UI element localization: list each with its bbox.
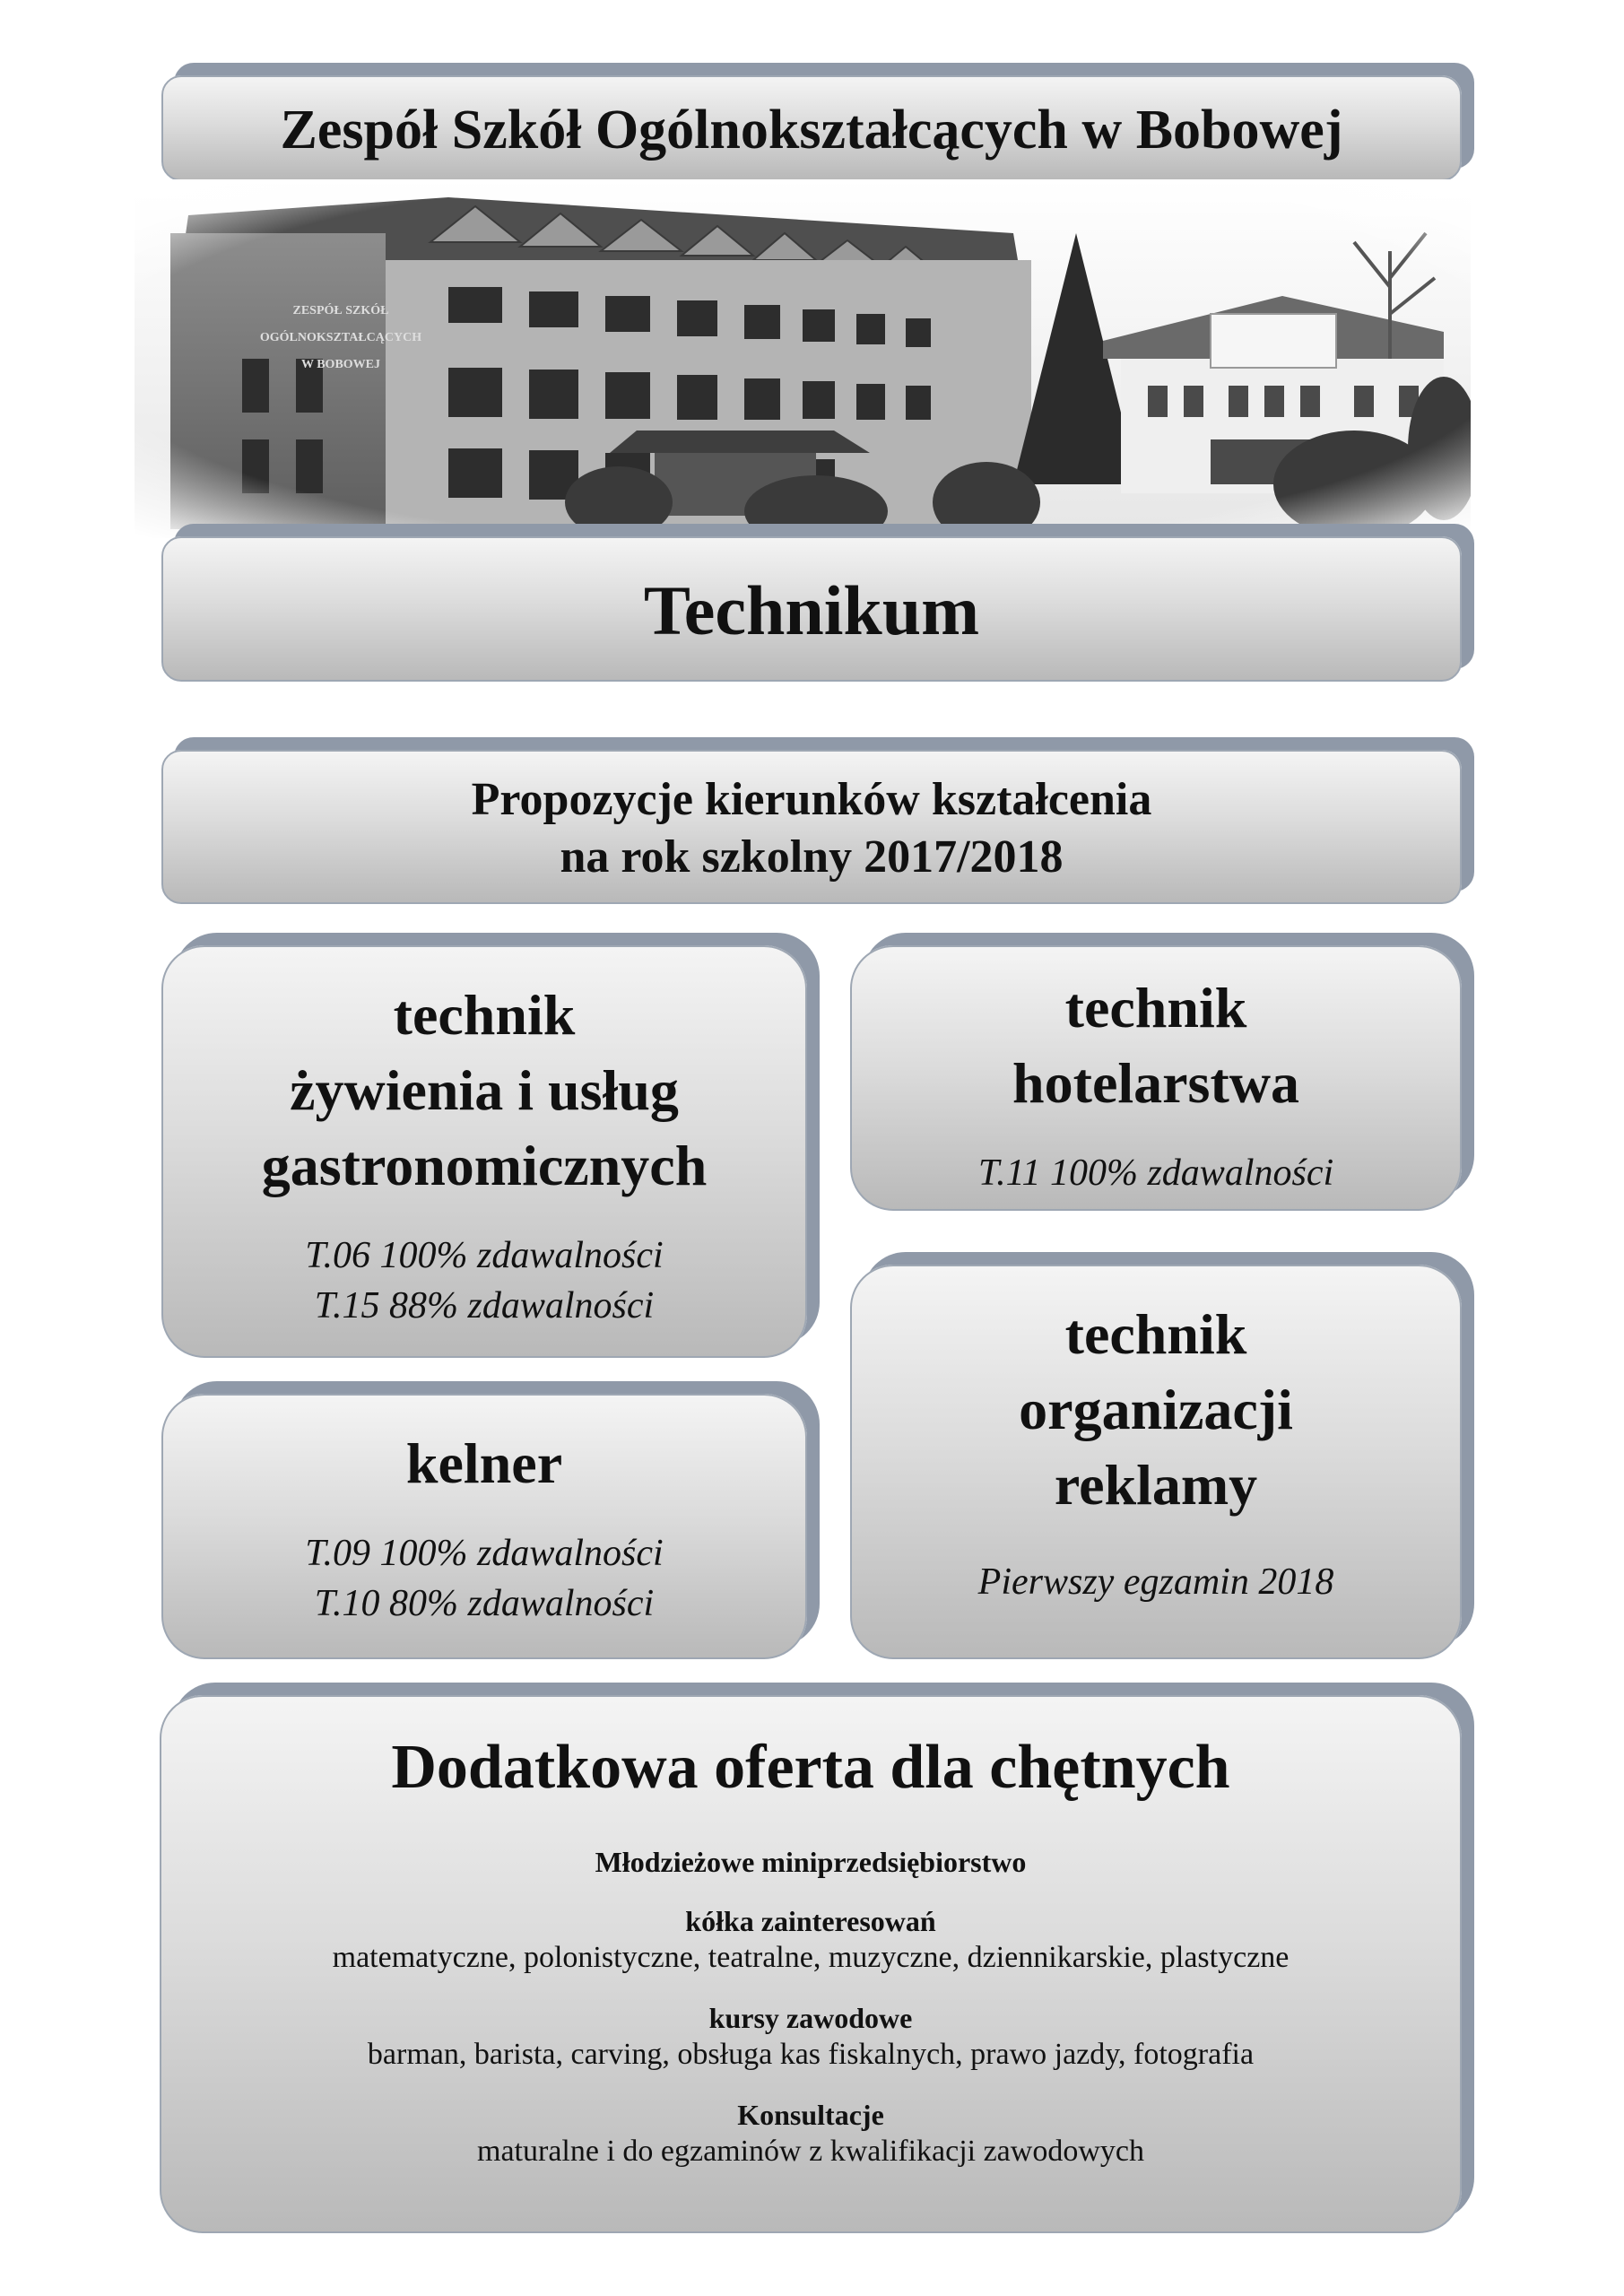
extra-offer-heading: Dodatkowa oferta dla chętnych: [391, 1733, 1230, 1802]
technikum-banner: [161, 536, 1462, 682]
program-result: T.15 88% zdawalności: [314, 1285, 655, 1326]
extra-offer-item-desc: barman, barista, carving, obsługa kas fiskalnych, prawo jazdy, fotografia: [367, 2038, 1255, 2071]
program-title-line: technik: [393, 983, 576, 1047]
extra-offer-item-title: kursy zawodowe: [708, 2002, 913, 2034]
program-title-line: hotelarstwa: [1012, 1051, 1299, 1115]
program-title-line: gastronomicznych: [261, 1134, 708, 1197]
program-title-line: technik: [1064, 1302, 1247, 1366]
program-title-line: kelner: [405, 1431, 563, 1495]
program-title-line: organizacji: [1019, 1378, 1293, 1441]
program-result: T.09 100% zdawalności: [305, 1533, 664, 1574]
program-title-line: technik: [1064, 976, 1247, 1039]
extra-offer-item-desc: maturalne i do egzaminów z kwalifikacji zawodowych: [477, 2135, 1144, 2168]
program-card-reklama: [850, 1265, 1462, 1659]
proposals-banner: [161, 750, 1462, 904]
extra-offer-item-title: Młodzieżowe miniprzedsiębiorstwo: [595, 1846, 1027, 1878]
school-name-banner: [161, 75, 1462, 181]
program-result: T.06 100% zdawalności: [305, 1235, 664, 1276]
program-result: Pierwszy egzamin 2018: [977, 1561, 1334, 1603]
program-card-zywienie: [161, 945, 807, 1358]
program-result: T.10 80% zdawalności: [314, 1583, 655, 1624]
proposals-line-2: na rok szkolny 2017/2018: [560, 831, 1064, 883]
program-card-hotelarstwo: [850, 945, 1462, 1211]
extra-offer-panel: [160, 1695, 1462, 2233]
program-card-kelner: [161, 1394, 807, 1659]
program-result: T.11 100% zdawalności: [977, 1152, 1334, 1194]
school-building-photo: [135, 179, 1471, 538]
extra-offer-item-title: Konsultacje: [737, 2099, 884, 2131]
extra-offer-item-title: kółka zainteresowań: [685, 1905, 936, 1937]
extra-offer-item: [161, 1844, 1460, 1880]
proposals-line-1: Propozycje kierunków kształcenia: [471, 774, 1152, 825]
program-title-line: żywienia i usług: [290, 1058, 679, 1122]
extra-offer-item: [161, 2097, 1460, 2170]
extra-offer-item-desc: matematyczne, polonistyczne, teatralne, muzyczne, dziennikarskie, plastyczne: [332, 1941, 1290, 1974]
school-name: Zespół Szkół Ogólnokształcących w Bobowej: [280, 100, 1343, 161]
program-title-line: reklamy: [1054, 1453, 1258, 1517]
extra-offer-item: [161, 2000, 1460, 2074]
technikum-title: Technikum: [643, 571, 980, 649]
extra-offer-item: [161, 1903, 1460, 1977]
